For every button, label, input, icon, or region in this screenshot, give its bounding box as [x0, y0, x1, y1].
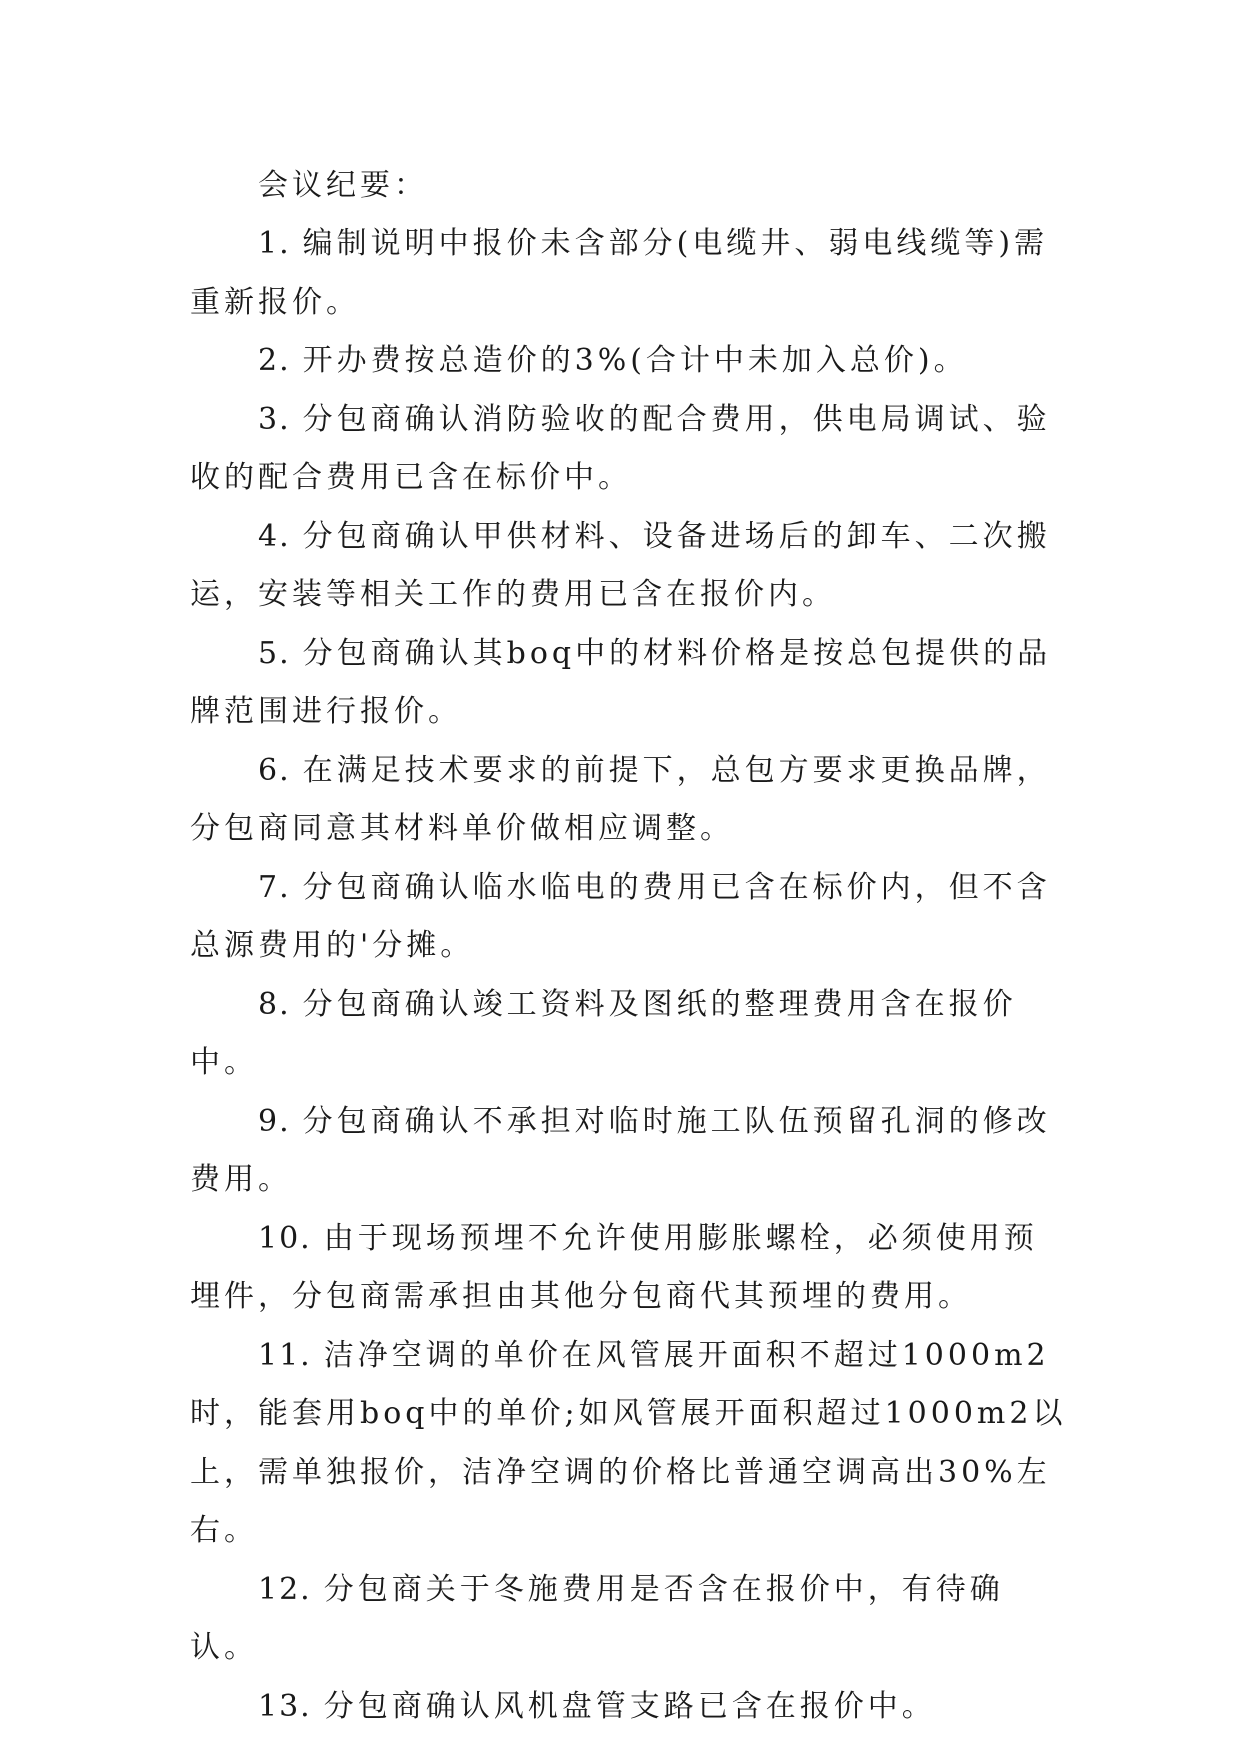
item-number: 1.	[258, 226, 291, 261]
list-item	[190, 332, 1070, 391]
list-item	[190, 859, 1070, 976]
item-text: 分包商确认不承担对临时施工队伍预留孔洞的修改费用。	[190, 1103, 1051, 1197]
list-item	[190, 1678, 1070, 1737]
list-item	[190, 1327, 1070, 1561]
item-number: 13.	[258, 1688, 312, 1724]
item-text: 分包商确认临水临电的费用已含在标价内，但不含总源费用的'分摊。	[190, 869, 1051, 963]
item-number: 2.	[258, 343, 291, 378]
list-item	[190, 976, 1070, 1093]
list-item	[190, 391, 1070, 508]
list-item	[190, 1210, 1070, 1327]
list-item	[190, 1093, 1070, 1210]
item-number: 6.	[258, 752, 291, 788]
document-body	[190, 156, 1070, 1736]
item-text: 分包商确认消防验收的配合费用，供电局调试、验收的配合费用已含在标价中。	[190, 401, 1051, 495]
item-text: 分包商关于冬施费用是否含在报价中，有待确认。	[190, 1571, 1004, 1665]
item-number: 7.	[258, 869, 291, 905]
list-item	[190, 215, 1070, 332]
item-number: 4.	[258, 518, 291, 554]
list-item	[190, 1561, 1070, 1678]
item-text: 分包商确认其boq中的材料价格是按总包提供的品牌范围进行报价。	[190, 635, 1052, 729]
item-text: 开办费按总造价的3%(合计中未加入总价)。	[302, 343, 968, 378]
item-number: 12.	[258, 1571, 312, 1607]
list-item	[190, 742, 1070, 859]
document-heading: 会议纪要：	[258, 168, 428, 203]
item-text: 分包商确认甲供材料、设备进场后的卸车、二次搬运，安装等相关工作的费用已含在报价内。	[190, 518, 1051, 612]
item-text: 分包商确认风机盘管支路已含在报价中。	[323, 1688, 936, 1724]
item-number: 3.	[258, 401, 291, 437]
item-text: 洁净空调的单价在风管展开面积不超过1000m2时，能套用boq中的单价;如风管展开面积超过1000m2以上，需单独报价，洁净空调的价格比普通空调高出30%左右。	[190, 1337, 1067, 1548]
item-text: 编制说明中报价未含部分(电缆井、弱电线缆等)需重新报价。	[190, 226, 1049, 320]
item-number: 9.	[258, 1103, 291, 1139]
item-number: 11.	[258, 1337, 312, 1373]
item-text: 在满足技术要求的前提下，总包方要求更换品牌，分包商同意其材料单价做相应调整。	[190, 752, 1051, 846]
list-item	[190, 508, 1070, 625]
item-number: 8.	[258, 986, 291, 1022]
item-text: 由于现场预埋不允许使用膨胀螺栓，必须使用预埋件，分包商需承担由其他分包商代其预埋的费用。	[190, 1220, 1038, 1314]
item-text: 分包商确认竣工资料及图纸的整理费用含在报价中。	[190, 986, 1017, 1080]
item-number: 10.	[258, 1220, 312, 1256]
list-item	[190, 625, 1070, 742]
item-number: 5.	[258, 635, 291, 671]
